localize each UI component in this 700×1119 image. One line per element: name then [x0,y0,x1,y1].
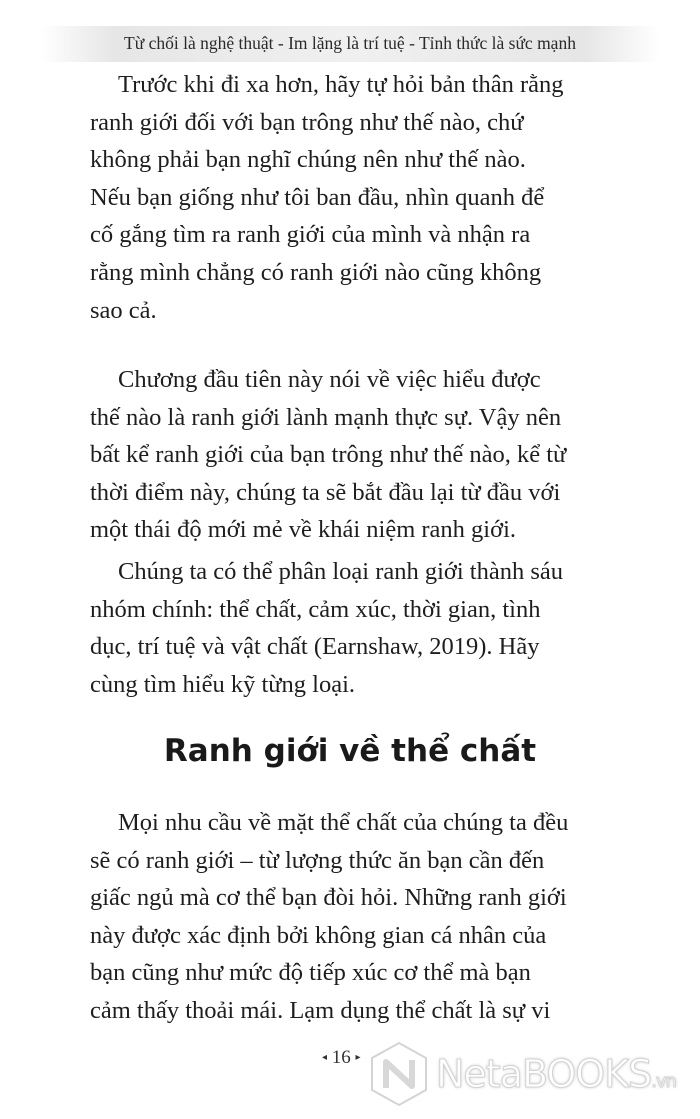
text-line: Nếu bạn giống như tôi ban đầu, nhìn quanh để [90,183,545,211]
page-number [322,1047,361,1069]
paragraph-1 [90,66,630,329]
paragraph-2 [90,361,630,549]
text-line: sẽ có ranh giới – từ lượng thức ăn bạn cần đến [90,846,545,874]
running-title: Từ chối là nghệ thuật - Im lặng là trí tuệ - Tỉnh thức là sức mạnh [124,33,576,53]
text-line: Chương đầu tiên này nói về việc hiểu được [118,366,541,393]
text-line: sao cả. [90,296,157,324]
page-number-text: 16 [331,1047,351,1068]
text-line: cố gắng tìm ra ranh giới của mình và nhận ra [90,221,531,249]
text-line: rằng mình chẳng có ranh giới nào cũng không [90,258,542,286]
text-line: Trước khi đi xa hơn, hãy tự hỏi bản thân rằng [118,71,564,98]
text-line: Chúng ta có thể phân loại ranh giới thành sáu [118,558,564,585]
text-line: giấc ngủ mà cơ thể bạn đòi hỏi. Những ranh giới [90,884,567,912]
text-line: ranh giới đối với bạn trông như thế nào, chứ [90,108,524,136]
text-line: một thái độ mới mẻ về khái niệm ranh giới. [90,516,516,544]
running-header [40,26,660,62]
section-heading: Ranh giới về thể chất [163,733,537,769]
watermark-brand: NetaBOOKS.vn [436,1052,677,1096]
text-line: thời điểm này, chúng ta sẽ bắt đầu lại từ đầu với [90,478,561,506]
left-mark: ◂ [322,1052,328,1063]
text-line: cảm thấy thoải mái. Lạm dụng thể chất là sự vi [90,996,551,1024]
text-line: bất kể ranh giới của bạn trông như thế nào, kể từ [90,441,567,469]
netabooks-logo-icon [368,1040,430,1108]
text-line: Mọi nhu cầu về mặt thể chất của chúng ta đều [118,809,569,836]
paragraph-4 [90,804,630,1030]
text-line: không phải bạn nghĩ chúng nên như thế nào. [90,146,526,174]
paragraph-3 [90,553,630,703]
watermark [368,1040,676,1108]
text-line: bạn cũng như mức độ tiếp xúc cơ thể mà bạn [90,959,531,987]
text-line: thế nào là ranh giới lành mạnh thực sự. Vậy nên [90,403,562,431]
right-mark: ▸ [355,1052,361,1063]
text-line: cùng tìm hiểu kỹ từng loại. [90,670,356,698]
text-line: này được xác định bởi không gian cá nhân của [90,921,547,949]
text-line: dục, trí tuệ và vật chất (Earnshaw, 2019). Hãy [90,633,540,661]
text-line: nhóm chính: thể chất, cảm xúc, thời gian, tình [90,595,541,623]
